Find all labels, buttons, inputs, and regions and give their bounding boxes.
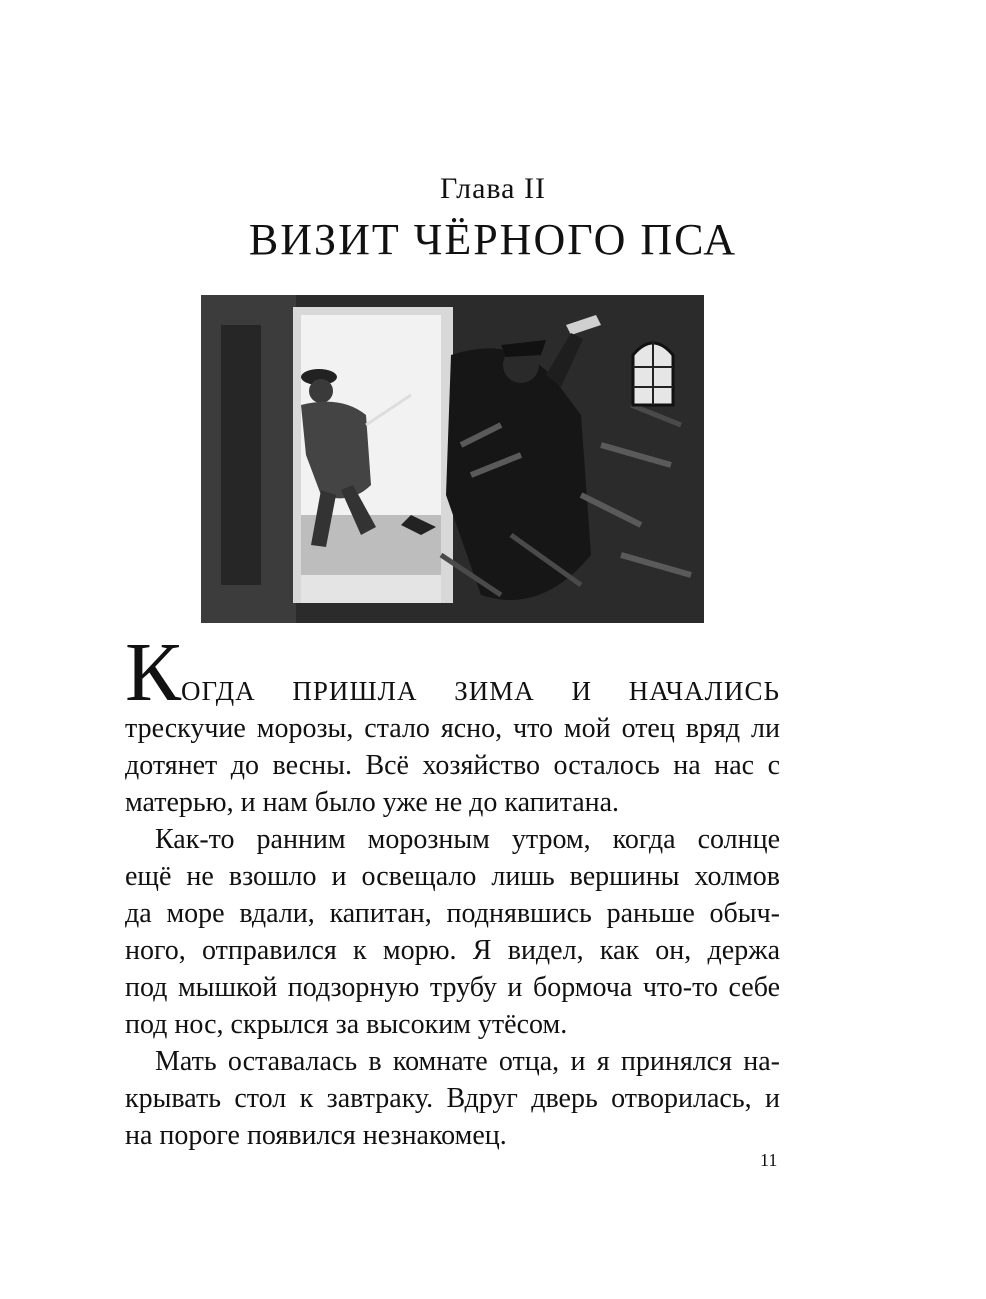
chapter-body — [125, 626, 780, 1154]
first-line-word: И — [571, 676, 592, 706]
page-number: 11 — [760, 1150, 778, 1170]
first-word: ОГДА — [181, 676, 256, 706]
text-line: да море вдали, капитан, поднявшись раньше обыч- — [125, 898, 780, 929]
first-line-word: ПРИШЛА — [292, 676, 418, 706]
text-line: под мышкой подзорную трубу и бормоча что-то себе — [125, 972, 780, 1003]
text-line: крывать стол к завтраку. Вдруг дверь отворилась, и — [125, 1083, 780, 1114]
text-line: под нос, скрылся за высоким утёсом. — [125, 1009, 568, 1040]
text-line: Как-то ранним морозным утром, когда солнце — [155, 824, 780, 855]
first-line-word: ЗИМА — [454, 676, 535, 706]
chapter-title: ВИЗИТ ЧЁРНОГО ПСА — [248, 215, 738, 264]
first-line — [125, 626, 780, 719]
text-line: ещё не взошло и освещало лишь вершины холмов — [125, 861, 780, 892]
chapter-label: Глава II — [440, 172, 546, 205]
drop-cap: К — [125, 626, 182, 719]
text-line: матерью, и нам было уже не до капитана. — [125, 787, 620, 818]
text-line: Мать оставалась в комнате отца, и я принялся на- — [155, 1046, 780, 1077]
text-line: дотянет до весны. Всё хозяйство осталось на нас с — [125, 750, 780, 781]
text-line: на пороге появился незнакомец. — [125, 1120, 507, 1151]
engraving-illustration-icon — [201, 295, 704, 623]
text-line: ного, отправился к морю. Я видел, как он, держа — [125, 935, 780, 966]
text-line: трескучие морозы, стало ясно, что мой отец вряд ли — [125, 713, 780, 744]
first-line-word: НАЧАЛИСЬ — [628, 676, 780, 706]
chapter-illustration — [201, 295, 704, 623]
